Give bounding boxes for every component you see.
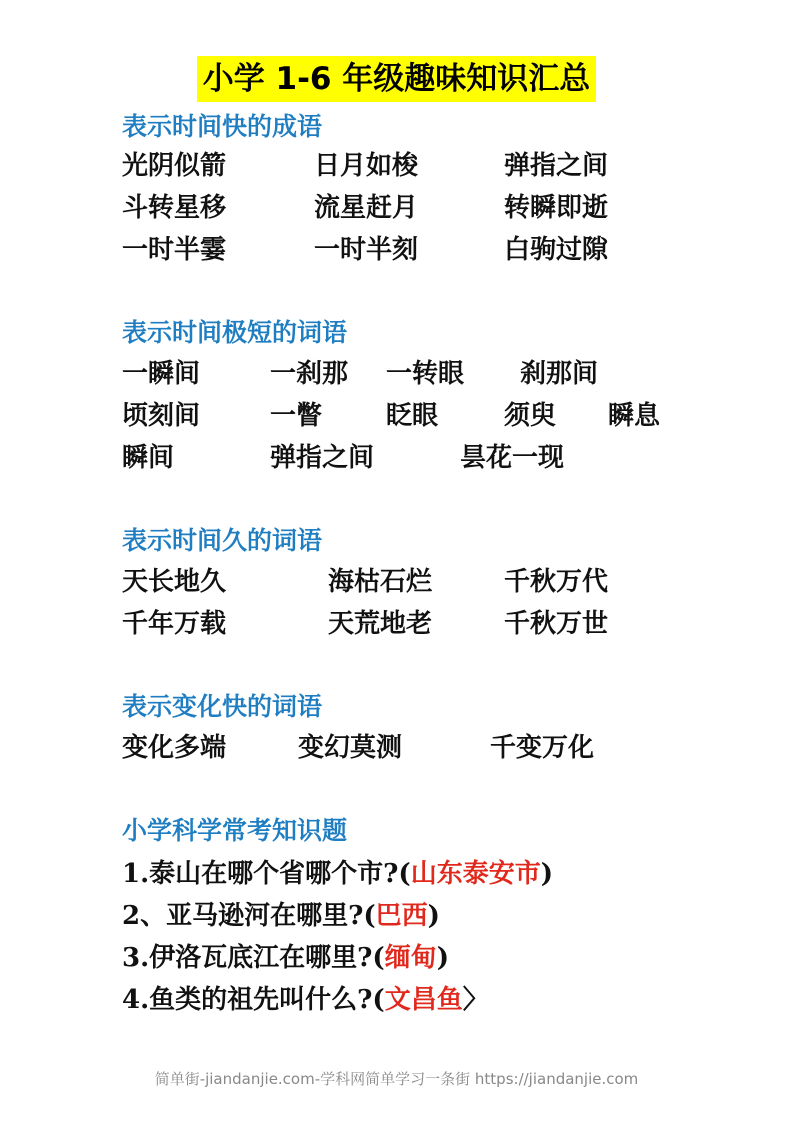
quiz-close: ) <box>540 859 554 889</box>
word: 千年万载 <box>122 609 227 639</box>
word: 一刹那 <box>270 359 349 389</box>
section-heading-short-time: 表示时间极短的词语 <box>122 318 348 347</box>
quiz-close: ) <box>436 943 450 973</box>
quiz-answer: 巴西 <box>375 901 428 931</box>
word: 千变万化 <box>490 733 595 763</box>
idiom-row <box>0 190 793 226</box>
word-row <box>0 440 793 476</box>
word-row <box>0 606 793 642</box>
section-heading-fast-change: 表示变化快的词语 <box>122 692 323 721</box>
quiz-item <box>122 940 449 976</box>
word: 一瞬间 <box>122 359 201 389</box>
word-row <box>0 730 793 766</box>
word-row <box>0 398 793 434</box>
section-heading-fast-idioms: 表示时间快的成语 <box>122 112 323 141</box>
word-row <box>0 564 793 600</box>
word: 千秋万世 <box>504 609 609 639</box>
section-heading-science-quiz: 小学科学常考知识题 <box>122 816 348 845</box>
idiom: 一时半霎 <box>122 235 227 265</box>
quiz-question: 4.鱼类的祖先叫什么?( <box>122 985 385 1015</box>
word: 瞬间 <box>122 443 175 473</box>
word: 千秋万代 <box>504 567 609 597</box>
word: 天荒地老 <box>328 609 433 639</box>
word: 一瞥 <box>270 401 323 431</box>
idiom-row <box>0 148 793 184</box>
word: 海枯石烂 <box>328 567 433 597</box>
idiom: 白驹过隙 <box>504 235 609 265</box>
idiom-row <box>0 232 793 268</box>
word: 天长地久 <box>122 567 227 597</box>
word: 变化多端 <box>122 733 227 763</box>
word: 一转眼 <box>386 359 465 389</box>
word: 眨眼 <box>386 401 439 431</box>
page-title: 小学 1-6 年级趣味知识汇总 <box>197 56 597 102</box>
quiz-item <box>122 856 553 892</box>
word: 弹指之间 <box>270 443 375 473</box>
idiom: 流星赶月 <box>314 193 419 223</box>
idiom: 光阴似箭 <box>122 151 227 181</box>
title-wrap <box>0 56 793 102</box>
word: 须臾 <box>504 401 557 431</box>
quiz-answer: 文昌鱼 <box>384 985 463 1015</box>
word-row <box>0 356 793 392</box>
word: 顷刻间 <box>122 401 201 431</box>
section-heading-long-time: 表示时间久的词语 <box>122 526 323 555</box>
quiz-close: ) <box>427 901 440 931</box>
footer-watermark: 简单街-jiandanjie.com-学科网简单学习一条街 https://jiandanjie.com <box>154 1070 639 1088</box>
idiom: 转瞬即逝 <box>504 193 609 223</box>
quiz-close: 〉 <box>462 985 489 1015</box>
word: 变幻莫测 <box>298 733 403 763</box>
idiom: 日月如梭 <box>314 151 419 181</box>
quiz-item <box>122 982 489 1018</box>
quiz-answer: 缅甸 <box>384 943 437 973</box>
idiom: 斗转星移 <box>122 193 227 223</box>
idiom: 一时半刻 <box>314 235 419 265</box>
quiz-answer: 山东泰安市 <box>410 859 541 889</box>
quiz-item <box>122 898 440 934</box>
idiom: 弹指之间 <box>504 151 609 181</box>
quiz-question: 1.泰山在哪个省哪个市?( <box>122 859 411 889</box>
word: 刹那间 <box>520 359 599 389</box>
word: 昙花一现 <box>460 443 565 473</box>
quiz-question: 3.伊洛瓦底江在哪里?( <box>122 943 385 973</box>
word: 瞬息 <box>608 401 661 431</box>
quiz-question: 2、亚马逊河在哪里?( <box>122 901 376 931</box>
